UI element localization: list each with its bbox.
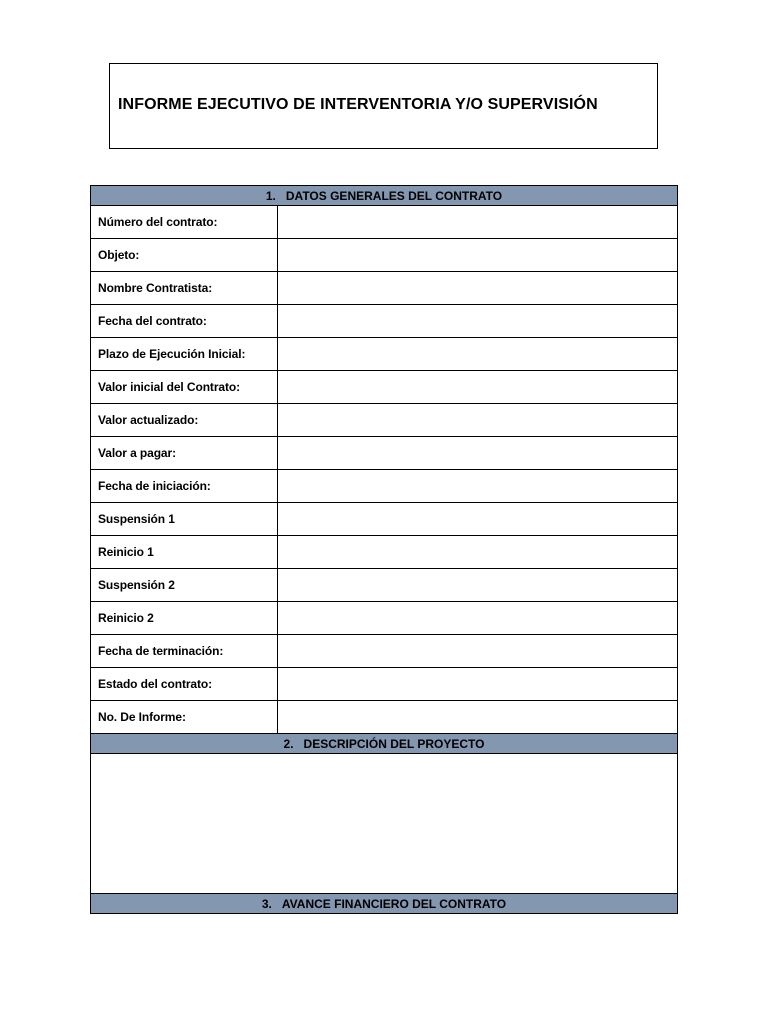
field-row [91, 668, 678, 701]
field-label: No. De Informe: [91, 701, 278, 734]
section-number: 3. [261, 896, 272, 911]
field-label: Suspensión 1 [91, 503, 278, 536]
field-value[interactable] [277, 503, 677, 536]
field-label: Valor actualizado: [91, 404, 278, 437]
description-field[interactable] [91, 754, 678, 894]
field-row [91, 701, 678, 734]
field-label: Valor a pagar: [91, 437, 278, 470]
field-value[interactable] [277, 272, 677, 305]
field-row [91, 272, 678, 305]
field-row [91, 371, 678, 404]
field-row [91, 503, 678, 536]
field-label: Estado del contrato: [91, 668, 278, 701]
field-label: Nombre Contratista: [91, 272, 278, 305]
document-title: INFORME EJECUTIVO DE INTERVENTORIA Y/O SUPERVISIÓN [118, 96, 598, 113]
section-header-cell [91, 186, 678, 206]
field-label: Número del contrato: [91, 206, 278, 239]
section-header-cell [91, 894, 678, 914]
section-number: 2. [283, 736, 294, 751]
field-label: Objeto: [91, 239, 278, 272]
contract-form [90, 185, 678, 914]
field-value[interactable] [277, 668, 677, 701]
field-row [91, 602, 678, 635]
section-label: DESCRIPCIÓN DEL PROYECTO [303, 736, 485, 751]
field-value[interactable] [277, 404, 677, 437]
field-value[interactable] [277, 470, 677, 503]
field-value[interactable] [277, 338, 677, 371]
field-label: Plazo de Ejecución Inicial: [91, 338, 278, 371]
section-header-cell [91, 734, 678, 754]
field-label: Suspensión 2 [91, 569, 278, 602]
field-label: Fecha de terminación: [91, 635, 278, 668]
field-label: Fecha de iniciación: [91, 470, 278, 503]
field-value[interactable] [277, 635, 677, 668]
field-value[interactable] [277, 371, 677, 404]
field-value[interactable] [277, 536, 677, 569]
field-label: Fecha del contrato: [91, 305, 278, 338]
field-row [91, 635, 678, 668]
field-value[interactable] [277, 305, 677, 338]
section-label: DATOS GENERALES DEL CONTRATO [285, 188, 503, 203]
field-row [91, 206, 678, 239]
field-row [91, 437, 678, 470]
title-box [109, 63, 658, 149]
field-row [91, 404, 678, 437]
section-header-descripcion [91, 734, 678, 754]
field-value[interactable] [277, 602, 677, 635]
field-value[interactable] [277, 206, 677, 239]
section-header-avance-financiero [91, 894, 678, 914]
section-header-datos-generales [91, 186, 678, 206]
field-row [91, 338, 678, 371]
field-row [91, 305, 678, 338]
field-row [91, 569, 678, 602]
field-row [91, 536, 678, 569]
field-row [91, 470, 678, 503]
field-label: Valor inicial del Contrato: [91, 371, 278, 404]
field-label: Reinicio 1 [91, 536, 278, 569]
field-label: Reinicio 2 [91, 602, 278, 635]
field-value[interactable] [277, 437, 677, 470]
section-label: AVANCE FINANCIERO DEL CONTRATO [281, 896, 507, 911]
section-number: 1. [265, 188, 276, 203]
field-row [91, 239, 678, 272]
field-value[interactable] [277, 701, 677, 734]
description-row [91, 754, 678, 894]
field-value[interactable] [277, 569, 677, 602]
field-value[interactable] [277, 239, 677, 272]
